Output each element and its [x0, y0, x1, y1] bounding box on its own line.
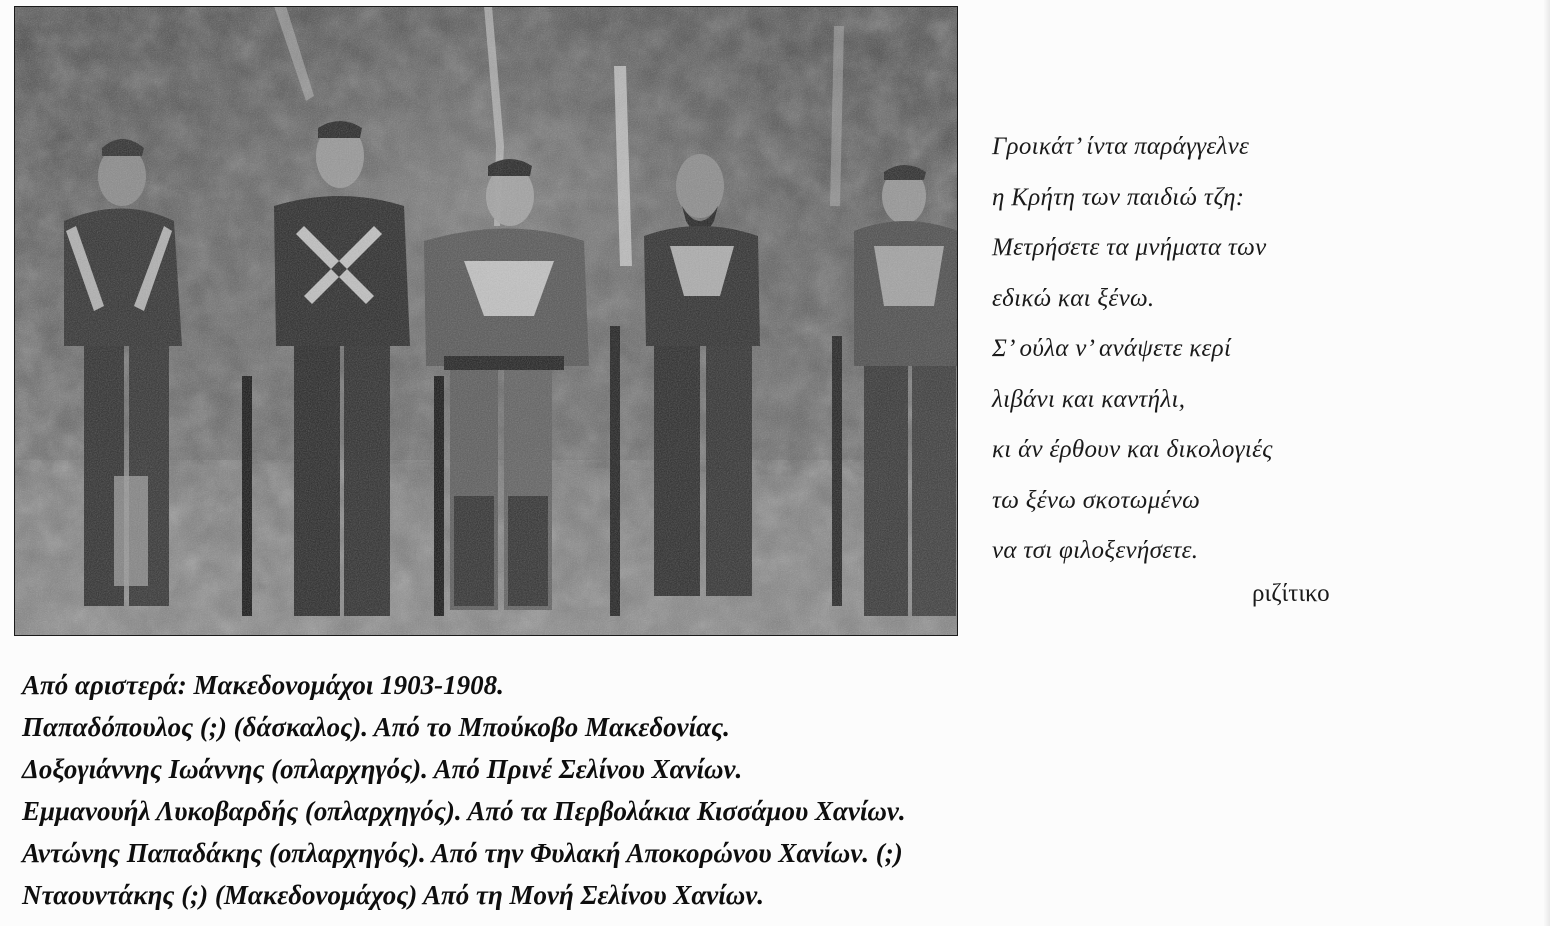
caption-line: Δοξογιάννης Ιωάννης (οπλαρχηγός). Από Πρινέ Σελίνου Χανίων.: [22, 754, 743, 784]
caption-line: Νταουντάκης (;) (Μακεδονομάχος) Από τη Μονή Σελίνου Χανίων.: [22, 880, 765, 910]
historical-group-photograph: [14, 6, 958, 636]
caption-line: Εμμανουήλ Λυκοβαρδής (οπλαρχηγός). Από τα Περβολάκια Κισσάμου Χανίων.: [22, 796, 906, 826]
page-edge-shadow: [1544, 0, 1550, 926]
poem-line: Μετρήσετε τα μνήματα των: [992, 234, 1267, 261]
poem-line: λιβάνι και καντήλι,: [992, 385, 1186, 413]
photograph-image: [14, 6, 958, 636]
caption-line: Από αριστερά: Μακεδονομάχοι 1903-1908.: [22, 670, 504, 700]
poem-source: ριζίτικο: [1252, 580, 1330, 607]
photo-caption: [22, 664, 1322, 916]
poem-line: Γροικάτ’ ίντα παράγγελνε: [992, 133, 1250, 160]
poem-line: τω ξένω σκοτωμένω: [992, 486, 1201, 514]
caption-line: Αντώνης Παπαδάκης (οπλαρχηγός). Από την Φυλακή Αποκορώνου Χανίων. (;): [22, 838, 903, 868]
caption-line: Παπαδόπουλος (;) (δάσκαλος). Από το Μπούκοβο Μακεδονίας.: [22, 712, 730, 742]
poem-line: να τσι φιλοξενήσετε.: [992, 537, 1199, 564]
poem-line: η Κρήτη των παιδιώ τζη:: [992, 183, 1245, 211]
poem-line: Σ’ ούλα ν’ ανάψετε κερί: [992, 335, 1232, 362]
poem-line: κι άν έρθουν και δικολογιές: [992, 436, 1273, 463]
poem: [992, 126, 1412, 581]
poem-line: εδικώ και ξένω.: [992, 284, 1155, 312]
